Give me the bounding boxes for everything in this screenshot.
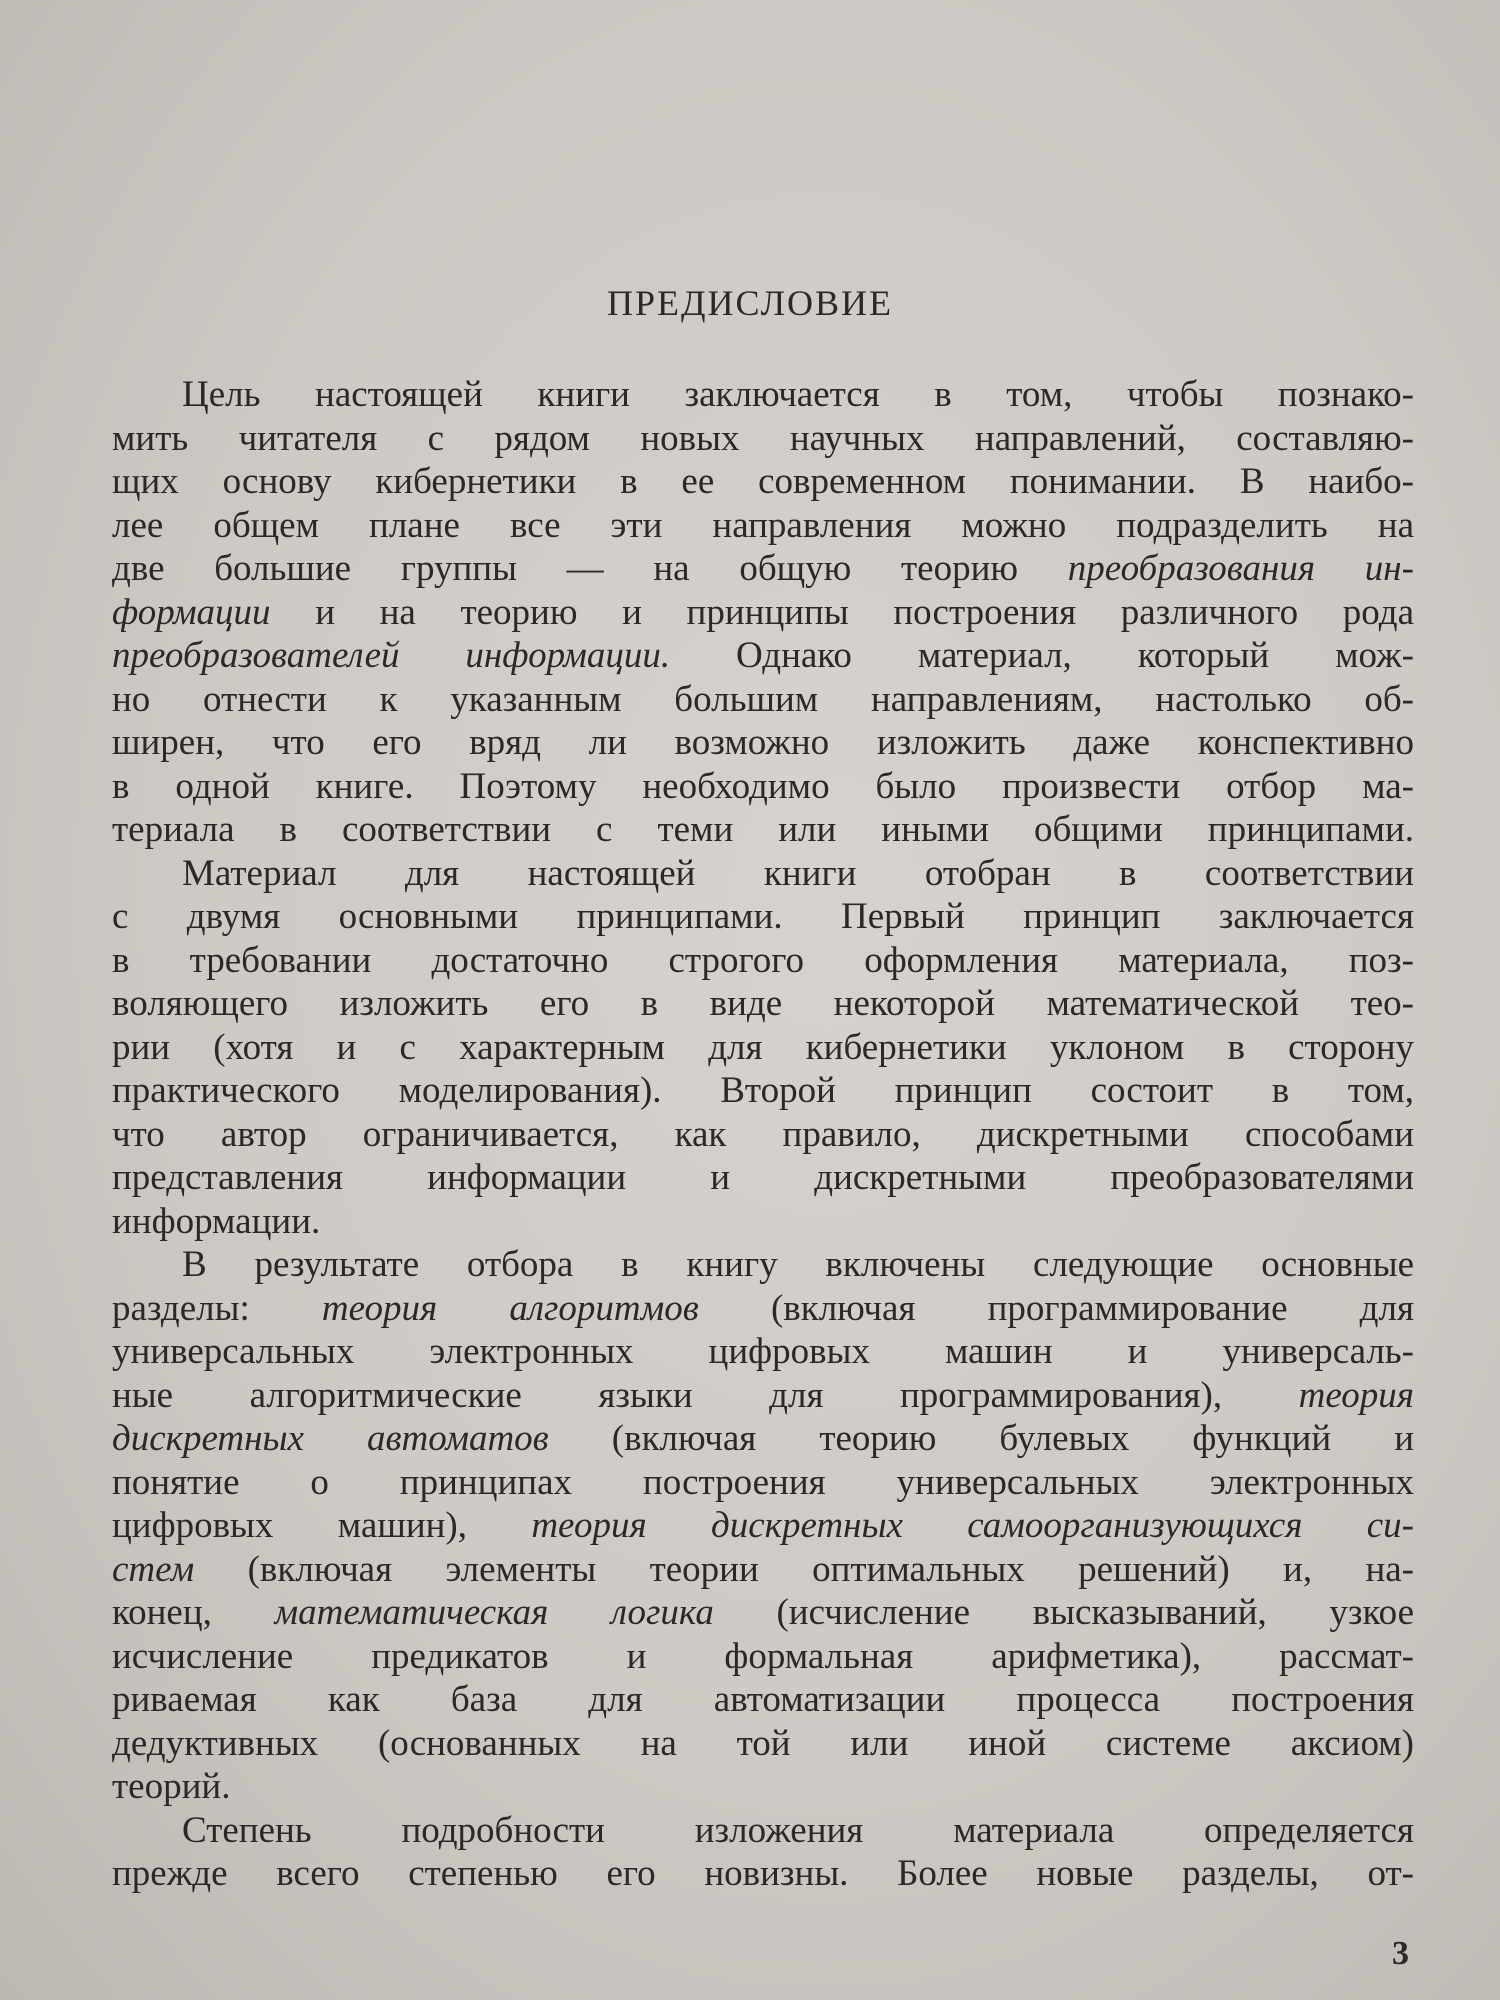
text-segment: представления информации и дискретными преобразователями — [112, 1157, 1414, 1198]
text-line — [112, 634, 1414, 678]
text-line — [112, 1287, 1414, 1331]
page-number: 3 — [1392, 1935, 1409, 1972]
text-line — [112, 373, 1414, 417]
text-line — [112, 1330, 1414, 1374]
text-line — [112, 895, 1414, 939]
text-line — [112, 1635, 1414, 1679]
text-line — [112, 1852, 1414, 1896]
text-segment: что автор ограничивается, как правило, дискретными способами — [112, 1113, 1414, 1155]
body-text — [112, 373, 1414, 1896]
text-segment: в требовании достаточно строгого оформления материала, поз- — [112, 939, 1414, 981]
text-segment: териала в соответствии с теми или иными общими принципами. — [112, 809, 1414, 850]
text-segment: Цель настоящей книги заключается в том, чтобы познако- — [182, 374, 1414, 415]
text-line — [112, 1678, 1414, 1722]
text-segment: (включая элементы теории оптимальных решений) и, на- — [194, 1548, 1414, 1590]
text-line — [112, 1504, 1414, 1548]
text-segment: но отнести к указанным большим направлениям, настолько об- — [112, 678, 1414, 720]
text-line — [112, 1026, 1414, 1070]
text-segment: разделы: — [112, 1287, 322, 1329]
italic-term: преобразователей информации. — [112, 635, 671, 676]
text-segment: цифровых машин), — [112, 1505, 532, 1546]
text-line — [112, 1591, 1414, 1635]
text-segment: понятие о принципах построения универсальных электронных — [112, 1461, 1414, 1503]
text-segment: две большие группы — на общую теорию — [112, 548, 1068, 589]
text-segment: (исчисление высказываний, узкое — [713, 1592, 1414, 1633]
page-title: ПРЕДИСЛОВИЕ — [606, 283, 894, 323]
italic-term: формации — [112, 591, 271, 633]
text-segment: (включая теорию булевых функций и — [548, 1418, 1414, 1459]
text-segment: прежде всего степенью его новизны. Более новые разделы, от- — [112, 1853, 1414, 1894]
text-line — [112, 417, 1414, 461]
text-segment: щих основу кибернетики в ее современном понимании. В наибо- — [112, 461, 1414, 502]
text-line — [112, 1765, 1414, 1809]
text-line — [112, 1069, 1414, 1113]
text-line — [112, 1809, 1414, 1853]
text-line — [112, 678, 1414, 722]
text-line — [112, 1461, 1414, 1505]
text-segment: универсальных электронных цифровых машин и универсаль- — [112, 1331, 1414, 1372]
text-line — [112, 504, 1414, 548]
text-segment: конец, — [112, 1592, 275, 1633]
italic-term: теория — [1298, 1374, 1414, 1416]
text-segment: Материал для настоящей книги отобран в соответствии — [182, 852, 1414, 894]
text-line — [112, 982, 1414, 1026]
text-segment: лее общем плане все эти направления можно подразделить на — [112, 504, 1414, 546]
italic-term: теория дискретных самоорганизующихся си- — [531, 1505, 1414, 1546]
text-line — [112, 1156, 1414, 1200]
text-line — [112, 1374, 1414, 1418]
italic-term: математическая логика — [274, 1592, 714, 1633]
text-segment: с двумя основными принципами. Первый принцип заключается — [112, 896, 1414, 937]
text-line — [112, 1113, 1414, 1157]
text-line — [112, 765, 1414, 809]
italic-term: преобразования ин- — [1067, 548, 1414, 589]
text-segment: Степень подробности изложения материала определяется — [182, 1809, 1414, 1851]
text-line — [112, 1417, 1414, 1461]
text-line — [112, 547, 1414, 591]
text-segment: воляющего изложить его в виде некоторой математической тео- — [112, 983, 1414, 1024]
text-line — [112, 721, 1414, 765]
text-segment: ные алгоритмические языки для программирования), — [112, 1374, 1299, 1416]
text-line — [112, 939, 1414, 983]
text-segment: (включая программирование для — [698, 1287, 1414, 1329]
text-line — [112, 1200, 1414, 1244]
text-segment: в одной книге. Поэтому необходимо было произвести отбор ма- — [112, 765, 1414, 807]
text-line — [112, 591, 1414, 635]
text-segment: дедуктивных (основанных на той или иной системе аксиом) — [112, 1722, 1414, 1764]
text-segment: информации. — [112, 1200, 321, 1242]
text-segment: ширен, что его вряд ли возможно изложить даже конспективно — [112, 722, 1414, 763]
text-line — [112, 1722, 1414, 1766]
text-line — [112, 1243, 1414, 1287]
text-line — [112, 1548, 1414, 1592]
italic-term: дискретных автоматов — [112, 1418, 549, 1459]
text-line — [112, 460, 1414, 504]
text-segment: Однако материал, который мож- — [670, 635, 1414, 676]
italic-term: теория алгоритмов — [321, 1287, 699, 1329]
text-segment: исчисление предикатов и формальная арифметика), рассмат- — [112, 1635, 1414, 1677]
text-segment: мить читателя с рядом новых научных направлений, составляю- — [112, 417, 1414, 459]
text-segment: теорий. — [112, 1766, 231, 1807]
text-line — [112, 808, 1414, 852]
text-segment: и на теорию и принципы построения различного рода — [270, 591, 1414, 633]
text-segment: В результате отбора в книгу включены следующие основные — [182, 1244, 1414, 1285]
text-segment: рии (хотя и с характерным для кибернетики уклоном в сторону — [112, 1026, 1414, 1068]
italic-term: стем — [112, 1548, 195, 1590]
text-segment: практического моделирования). Второй принцип состоит в том, — [112, 1070, 1414, 1111]
text-line — [112, 852, 1414, 896]
text-segment: риваемая как база для автоматизации процесса построения — [112, 1679, 1414, 1720]
